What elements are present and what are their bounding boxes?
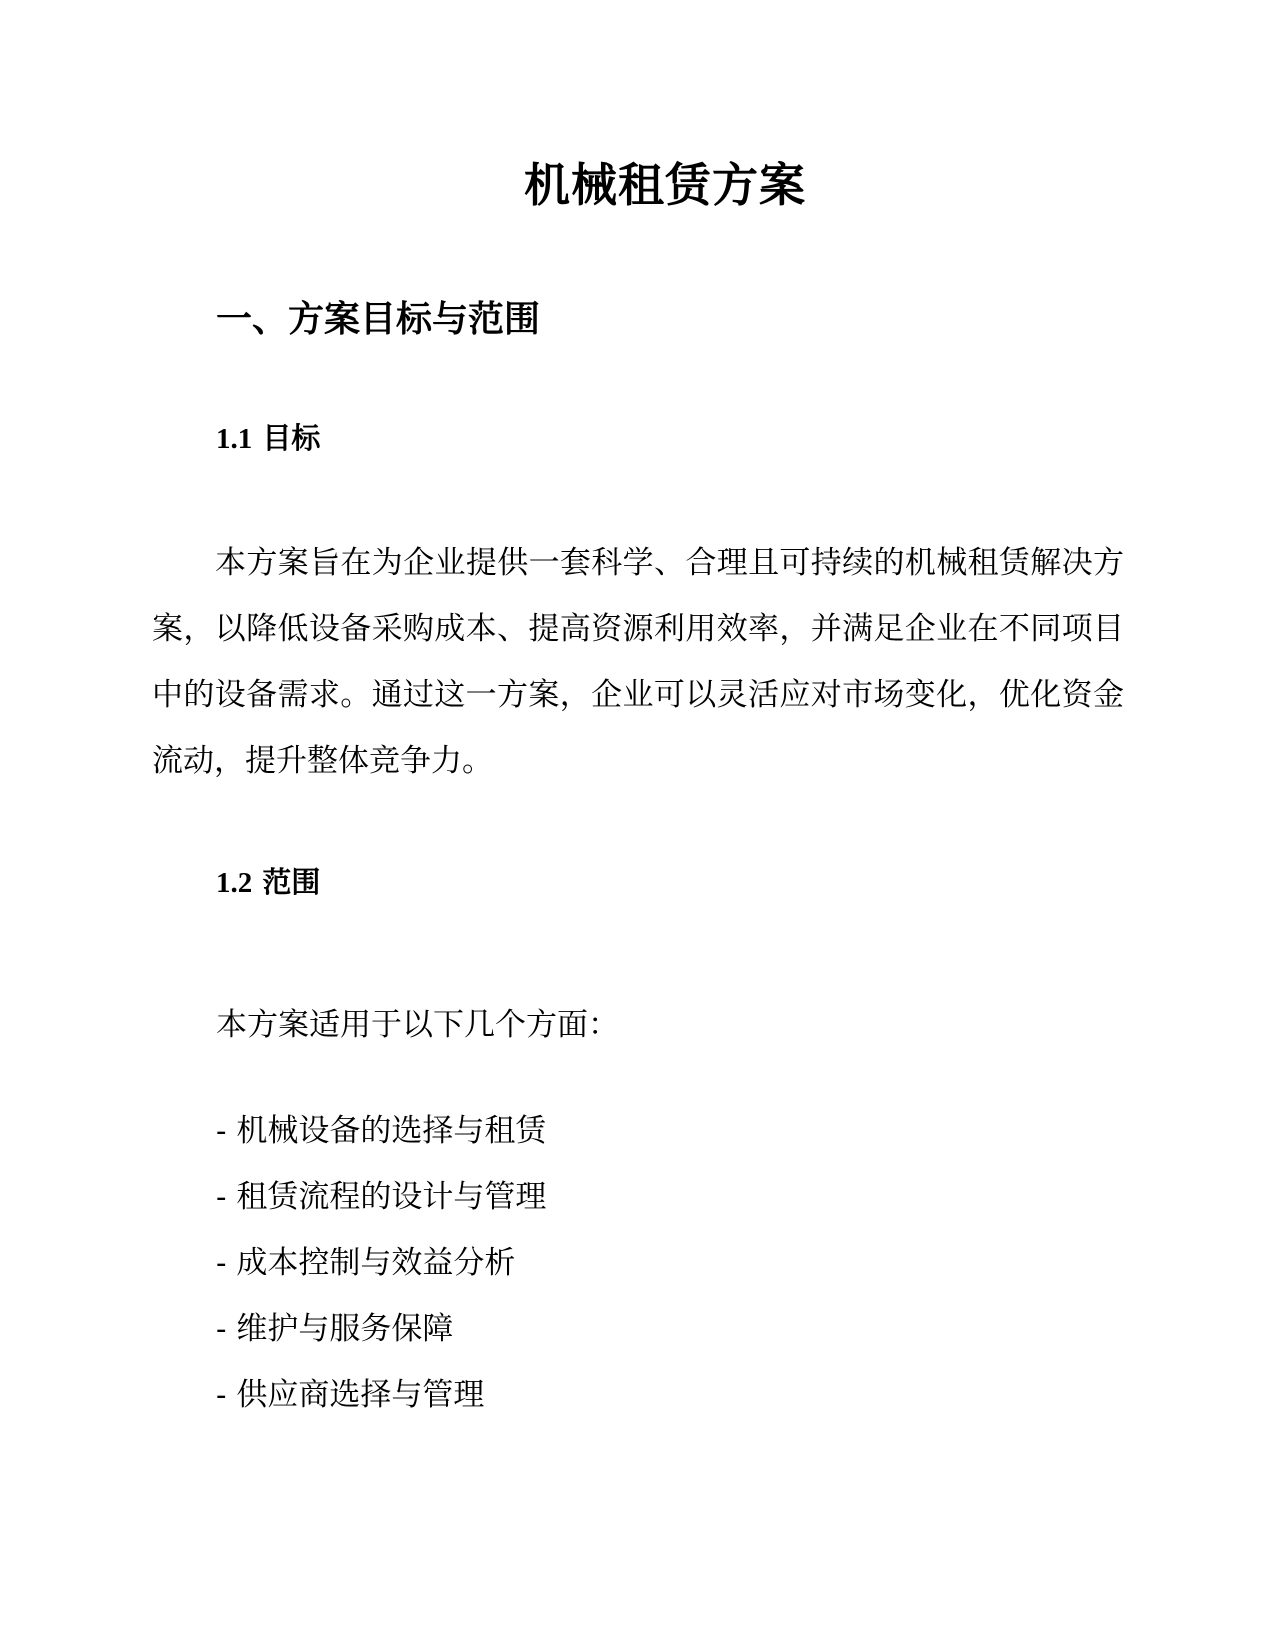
subsection-number: 1.2 [216,867,253,899]
subsection-number: 1.1 [216,423,253,455]
document-title: 机械租赁方案 [524,158,806,212]
scope-intro: 本方案适用于以下几个方面： [216,1007,619,1043]
list-item: - 成本控制与效益分析 [216,1245,516,1281]
subsection-title: 目标 [262,421,321,455]
list-item: - 租赁流程的设计与管理 [216,1179,547,1215]
scope-list [216,1098,546,1428]
goal-paragraph: 本方案旨在为企业提供一套科学、合理且可持续的机械租赁解决方案，以降低设备采购成本、提高资源利用效率，并满足企业在不同项目中的设备需求。通过这一方案，企业可以灵活应对市场变化，优化资金流动，提升整体竞争力。 [152,545,1124,779]
subsection-heading-goal [216,418,320,459]
list-item: - 维护与服务保障 [216,1311,454,1347]
subsection-title: 范围 [262,865,321,899]
list-item: - 机械设备的选择与租赁 [216,1113,547,1149]
section-heading: 一、方案目标与范围 [216,299,541,340]
list-item: - 供应商选择与管理 [216,1377,485,1413]
subsection-heading-scope [216,862,320,903]
